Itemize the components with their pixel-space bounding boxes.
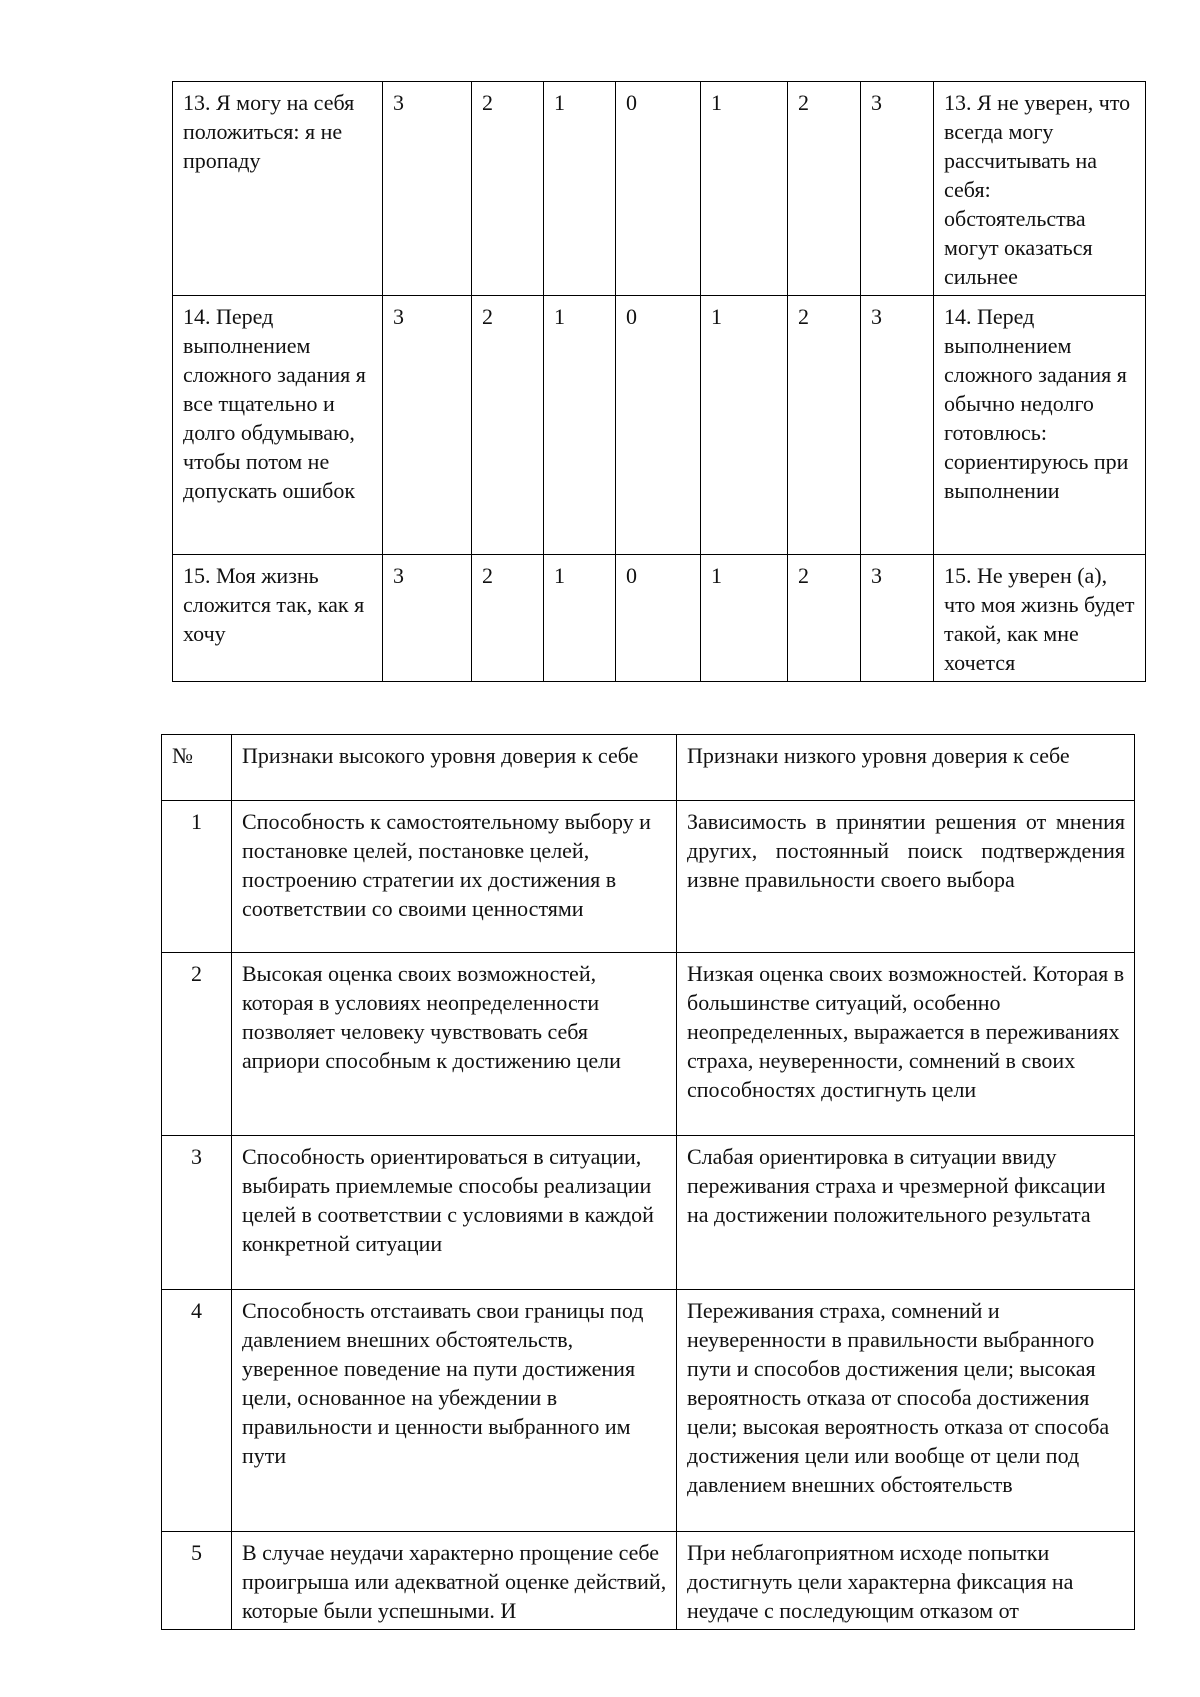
signs-row [162, 1136, 1135, 1290]
row-number: 4 [162, 1290, 232, 1532]
scale-left-statement: 14. Перед выполнением сложного задания я все тщательно и долго обдумываю, чтобы потом не допускать ошибок [173, 296, 383, 555]
low-trust-sign: При неблагоприятном исходе попытки достигнуть цели характерна фиксация на неудаче с последующим отказом от [677, 1532, 1135, 1630]
scale-score: 1 [544, 555, 616, 682]
scale-score: 2 [788, 555, 861, 682]
signs-row [162, 1290, 1135, 1532]
scale-score: 2 [788, 296, 861, 555]
scale-score: 3 [861, 296, 934, 555]
scale-score: 0 [616, 555, 701, 682]
scale-score: 3 [383, 555, 472, 682]
scale-score: 1 [544, 82, 616, 296]
scale-row-13 [173, 82, 1146, 296]
scale-left-statement: 13. Я могу на себя положиться: я не пропаду [173, 82, 383, 296]
row-number: 2 [162, 953, 232, 1136]
scale-score: 2 [472, 296, 544, 555]
scale-left-statement: 15. Моя жизнь сложится так, как я хочу [173, 555, 383, 682]
row-number: 1 [162, 801, 232, 953]
high-trust-sign: В случае неудачи характерно прощение себе проигрыша или адекватной оценке действий, которые были успешными. И [232, 1532, 677, 1630]
low-trust-sign: Слабая ориентировка в ситуации ввиду переживания страха и чрезмерной фиксации на достижении положительного результата [677, 1136, 1135, 1290]
scale-score: 0 [616, 296, 701, 555]
signs-header-row [162, 735, 1135, 801]
high-trust-sign: Высокая оценка своих возможностей, которая в условиях неопределенности позволяет человеку чувствовать себя априори способным к достижению цели [232, 953, 677, 1136]
scale-score: 3 [383, 82, 472, 296]
self-trust-signs-table [161, 734, 1135, 1630]
low-trust-column-header: Признаки низкого уровня доверия к себе [677, 735, 1135, 801]
row-number: 3 [162, 1136, 232, 1290]
scale-right-statement: 13. Я не уверен, что всегда могу рассчитывать на себя: обстоятельства могут оказаться сильнее [934, 82, 1146, 296]
scale-score: 2 [472, 82, 544, 296]
number-column-header: № [162, 735, 232, 801]
scale-row-14 [173, 296, 1146, 555]
low-trust-sign: Зависимость в принятии решения от мнения других, постоянный поиск подтверждения извне правильности своего выбора [677, 801, 1135, 953]
self-trust-scale-table [172, 81, 1146, 682]
scale-score: 1 [701, 555, 788, 682]
high-trust-sign: Способность отстаивать свои границы под давлением внешних обстоятельств, уверенное поведение на пути достижения цели, основанное на убеждении в правильности и ценности выбранного им пути [232, 1290, 677, 1532]
high-trust-sign: Способность ориентироваться в ситуации, выбирать приемлемые способы реализации целей в соответствии с условиями в каждой конкретной ситуации [232, 1136, 677, 1290]
scale-score: 3 [861, 82, 934, 296]
scale-score: 2 [472, 555, 544, 682]
signs-row [162, 801, 1135, 953]
scale-right-statement: 14. Перед выполнением сложного задания я обычно недолго готовлюсь: сориентируюсь при выполнении [934, 296, 1146, 555]
scale-score: 3 [383, 296, 472, 555]
scale-score: 3 [861, 555, 934, 682]
row-number: 5 [162, 1532, 232, 1630]
scale-score: 1 [544, 296, 616, 555]
high-trust-sign: Способность к самостоятельному выбору и постановке целей, постановке целей, построению стратегии их достижения в соответствии со своими ценностями [232, 801, 677, 953]
scale-score: 1 [701, 82, 788, 296]
scale-score: 1 [701, 296, 788, 555]
high-trust-column-header: Признаки высокого уровня доверия к себе [232, 735, 677, 801]
low-trust-sign: Низкая оценка своих возможностей. Которая в большинстве ситуаций, особенно неопределенных, выражается в переживаниях страха, неуверенности, сомнений в своих способностях достигнуть цели [677, 953, 1135, 1136]
signs-row [162, 953, 1135, 1136]
signs-row [162, 1532, 1135, 1630]
low-trust-sign: Переживания страха, сомнений и неуверенности в правильности выбранного пути и способов достижения цели; высокая вероятность отказа от способа достижения цели; высокая вероятность отказа от способа достижения цели или вообще от цели под давлением внешних обстоятельств [677, 1290, 1135, 1532]
scale-score: 0 [616, 82, 701, 296]
scale-row-15 [173, 555, 1146, 682]
scale-right-statement: 15. Не уверен (а), что моя жизнь будет такой, как мне хочется [934, 555, 1146, 682]
scale-score: 2 [788, 82, 861, 296]
